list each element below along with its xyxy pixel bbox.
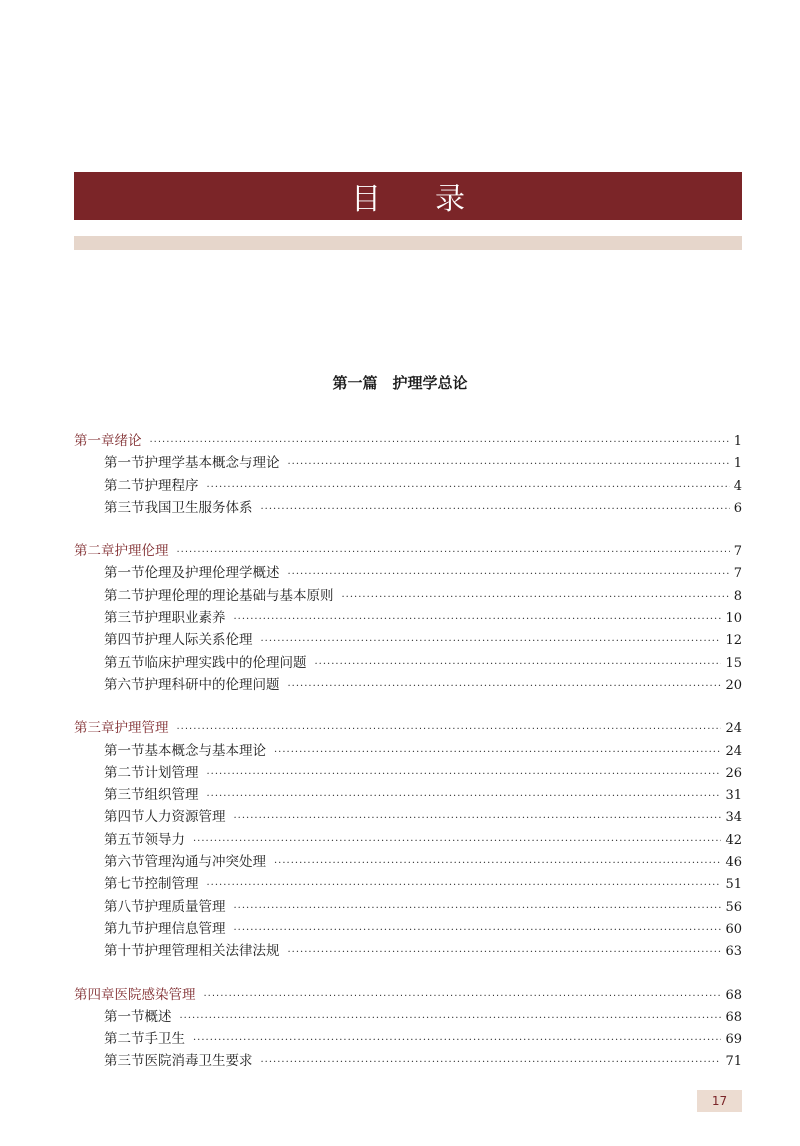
toc-section-entry-number: 第五节: [104, 654, 145, 671]
leader-dots: [261, 631, 722, 653]
toc-chapter-entry-page: 1: [733, 434, 742, 449]
toc-chapter-entry[interactable]: [74, 984, 742, 1006]
toc-section-entry[interactable]: [74, 762, 742, 784]
leader-dots: [288, 454, 730, 476]
chapter-block: [74, 717, 742, 962]
toc-chapter-entry-number: 第三章: [74, 720, 115, 737]
toc-section-entry-page: 7: [733, 566, 742, 582]
toc-section-entry-title: 管理沟通与冲突处理: [144, 854, 266, 871]
toc-section-entry[interactable]: [74, 1028, 742, 1050]
toc-section-entry-page: 4: [733, 478, 742, 494]
chapter-block: [74, 540, 742, 696]
page-number-badge: [697, 1090, 742, 1112]
leader-dots: [234, 609, 722, 631]
toc-section-entry-title: 护理职业素养: [144, 610, 226, 627]
toc-section-entry-number: 第六节: [104, 854, 145, 871]
leader-dots: [177, 542, 730, 564]
toc-chapter-entry[interactable]: [74, 717, 742, 739]
toc-section-entry-number: 第二节: [104, 1031, 145, 1048]
toc-chapter-entry-title: 绪论: [114, 433, 142, 449]
toc-chapter-entry-page: 68: [725, 987, 742, 1003]
toc-section-entry-page: 8: [733, 588, 742, 604]
toc-section-entry-number: 第六节: [104, 676, 145, 693]
toc-section-entry-page: 15: [725, 655, 742, 671]
leader-dots: [204, 986, 722, 1008]
toc-section-entry[interactable]: [74, 562, 742, 584]
toc-section-entry[interactable]: [74, 1006, 742, 1028]
toc-section-entry-title: 护理信息管理: [144, 920, 226, 937]
toc-section-entry-title: 护理质量管理: [144, 898, 226, 915]
toc-section-entry[interactable]: [74, 784, 742, 806]
toc-section-entry-title: 领导力: [144, 831, 185, 848]
toc-section-entry-number: 第二节: [104, 477, 145, 494]
chapter-block: [74, 430, 742, 519]
toc-chapter-entry-title: 护理管理: [114, 720, 169, 737]
leader-dots: [193, 1030, 721, 1052]
leader-dots: [261, 499, 730, 521]
toc-section-entry-page: 26: [725, 765, 742, 781]
toc-section-entry[interactable]: [74, 940, 742, 962]
toc-section-entry-page: 56: [725, 899, 742, 915]
leader-dots: [150, 432, 730, 454]
toc-section-entry-page: 34: [725, 810, 742, 826]
toc-section-entry[interactable]: [74, 652, 742, 674]
toc-section-entry[interactable]: [74, 806, 742, 828]
toc-section-entry-page: 6: [733, 500, 742, 516]
toc-section-entry-title: 概述: [144, 1008, 172, 1025]
toc-section-entry-number: 第五节: [104, 831, 145, 848]
toc-section-entry-number: 第一节: [104, 455, 145, 472]
toc-section-entry-title: 人力资源管理: [144, 809, 226, 826]
toc-section-entry-title: 护理学基本概念与理论: [144, 455, 280, 472]
table-of-contents: [74, 430, 742, 1094]
leader-dots: [193, 831, 721, 853]
toc-section-entry[interactable]: [74, 607, 742, 629]
toc-chapter-entry-number: 第一章: [74, 433, 115, 449]
toc-section-entry-number: 第九节: [104, 920, 145, 937]
page-number: 17: [711, 1094, 728, 1108]
toc-section-entry-number: 第三节: [104, 1053, 145, 1070]
toc-section-entry[interactable]: [74, 1050, 742, 1072]
toc-section-entry-page: 20: [725, 677, 742, 693]
toc-section-entry-title: 护理伦理的理论基础与基本原则: [144, 587, 334, 604]
leader-dots: [180, 1008, 722, 1030]
toc-section-entry-page: 51: [725, 877, 742, 893]
toc-section-entry-page: 12: [725, 633, 742, 649]
toc-title-bar: [74, 172, 742, 220]
chapter-block: [74, 984, 742, 1073]
toc-section-entry-title: 计划管理: [144, 764, 199, 781]
toc-section-entry-title: 我国卫生服务体系: [144, 499, 253, 516]
part-title: 第一篇 护理学总论: [332, 374, 468, 392]
leader-dots: [207, 786, 722, 808]
toc-section-entry-title: 临床护理实践中的伦理问题: [144, 654, 307, 671]
leader-dots: [288, 942, 722, 964]
toc-section-entry-number: 第三节: [104, 787, 145, 804]
toc-section-entry[interactable]: [74, 918, 742, 940]
toc-chapter-entry-title: 护理伦理: [114, 543, 169, 560]
toc-section-entry-page: 69: [725, 1032, 742, 1048]
toc-section-entry-page: 60: [725, 921, 742, 937]
toc-section-entry-title: 手卫生: [144, 1031, 185, 1048]
toc-section-entry-number: 第七节: [104, 876, 145, 893]
toc-section-entry-page: 1: [733, 456, 742, 472]
toc-section-entry-title: 护理人际关系伦理: [144, 632, 253, 649]
leader-dots: [342, 587, 730, 609]
toc-section-entry-title: 护理管理相关法律法规: [144, 943, 280, 960]
toc-section-entry-page: 46: [725, 855, 742, 871]
leader-dots: [261, 1052, 722, 1074]
toc-section-entry[interactable]: [74, 740, 742, 762]
toc-section-entry-number: 第二节: [104, 587, 145, 604]
toc-section-entry-title: 组织管理: [144, 787, 199, 804]
leader-dots: [288, 564, 730, 586]
toc-section-entry-number: 第一节: [104, 565, 145, 582]
toc-section-entry-page: 63: [725, 944, 742, 960]
toc-chapter-entry-page: 24: [725, 721, 742, 737]
leader-dots: [274, 742, 721, 764]
toc-chapter-entry-page: 7: [733, 544, 742, 560]
toc-section-entry-page: 68: [725, 1009, 742, 1025]
toc-section-entry-page: 71: [725, 1054, 742, 1070]
toc-section-entry-number: 第一节: [104, 742, 145, 759]
leader-dots: [207, 764, 722, 786]
toc-title: 目录: [351, 182, 519, 217]
decorative-band: [74, 236, 742, 250]
toc-section-entry-page: 31: [725, 788, 742, 804]
toc-chapter-entry-number: 第四章: [74, 986, 115, 1003]
toc-section-entry[interactable]: [74, 674, 742, 696]
toc-chapter-entry[interactable]: [74, 540, 742, 562]
toc-section-entry[interactable]: [74, 452, 742, 474]
toc-section-entry-number: 第十节: [104, 943, 145, 960]
leader-dots: [234, 808, 722, 830]
toc-chapter-entry[interactable]: [74, 430, 742, 452]
toc-section-entry-number: 第四节: [104, 632, 145, 649]
leader-dots: [234, 898, 722, 920]
toc-section-entry[interactable]: [74, 873, 742, 895]
toc-section-entry[interactable]: [74, 475, 742, 497]
toc-section-entry-number: 第八节: [104, 898, 145, 915]
toc-section-entry-page: 24: [725, 743, 742, 759]
leader-dots: [274, 853, 721, 875]
leader-dots: [207, 875, 722, 897]
toc-section-entry[interactable]: [74, 851, 742, 873]
toc-section-entry-number: 第三节: [104, 499, 145, 516]
toc-section-entry-number: 第四节: [104, 809, 145, 826]
leader-dots: [207, 477, 730, 499]
leader-dots: [177, 719, 722, 741]
toc-section-entry[interactable]: [74, 585, 742, 607]
toc-section-entry-title: 医院消毒卫生要求: [144, 1053, 253, 1070]
leader-dots: [315, 654, 722, 676]
toc-chapter-entry-number: 第二章: [74, 543, 115, 560]
toc-section-entry-page: 10: [725, 611, 742, 627]
toc-section-entry[interactable]: [74, 497, 742, 519]
toc-section-entry[interactable]: [74, 896, 742, 918]
toc-section-entry-page: 42: [725, 832, 742, 848]
toc-section-entry-number: 第三节: [104, 610, 145, 627]
toc-section-entry-number: 第一节: [104, 1008, 145, 1025]
toc-section-entry-title: 伦理及护理伦理学概述: [144, 565, 280, 582]
toc-chapter-entry-title: 医院感染管理: [114, 986, 196, 1003]
leader-dots: [234, 920, 722, 942]
toc-section-entry-title: 护理程序: [144, 477, 199, 494]
toc-section-entry[interactable]: [74, 629, 742, 651]
leader-dots: [288, 676, 722, 698]
toc-section-entry-title: 基本概念与基本理论: [144, 742, 266, 759]
toc-section-entry[interactable]: [74, 829, 742, 851]
toc-section-entry-title: 控制管理: [144, 876, 199, 893]
toc-section-entry-number: 第二节: [104, 764, 145, 781]
toc-section-entry-title: 护理科研中的伦理问题: [144, 676, 280, 693]
